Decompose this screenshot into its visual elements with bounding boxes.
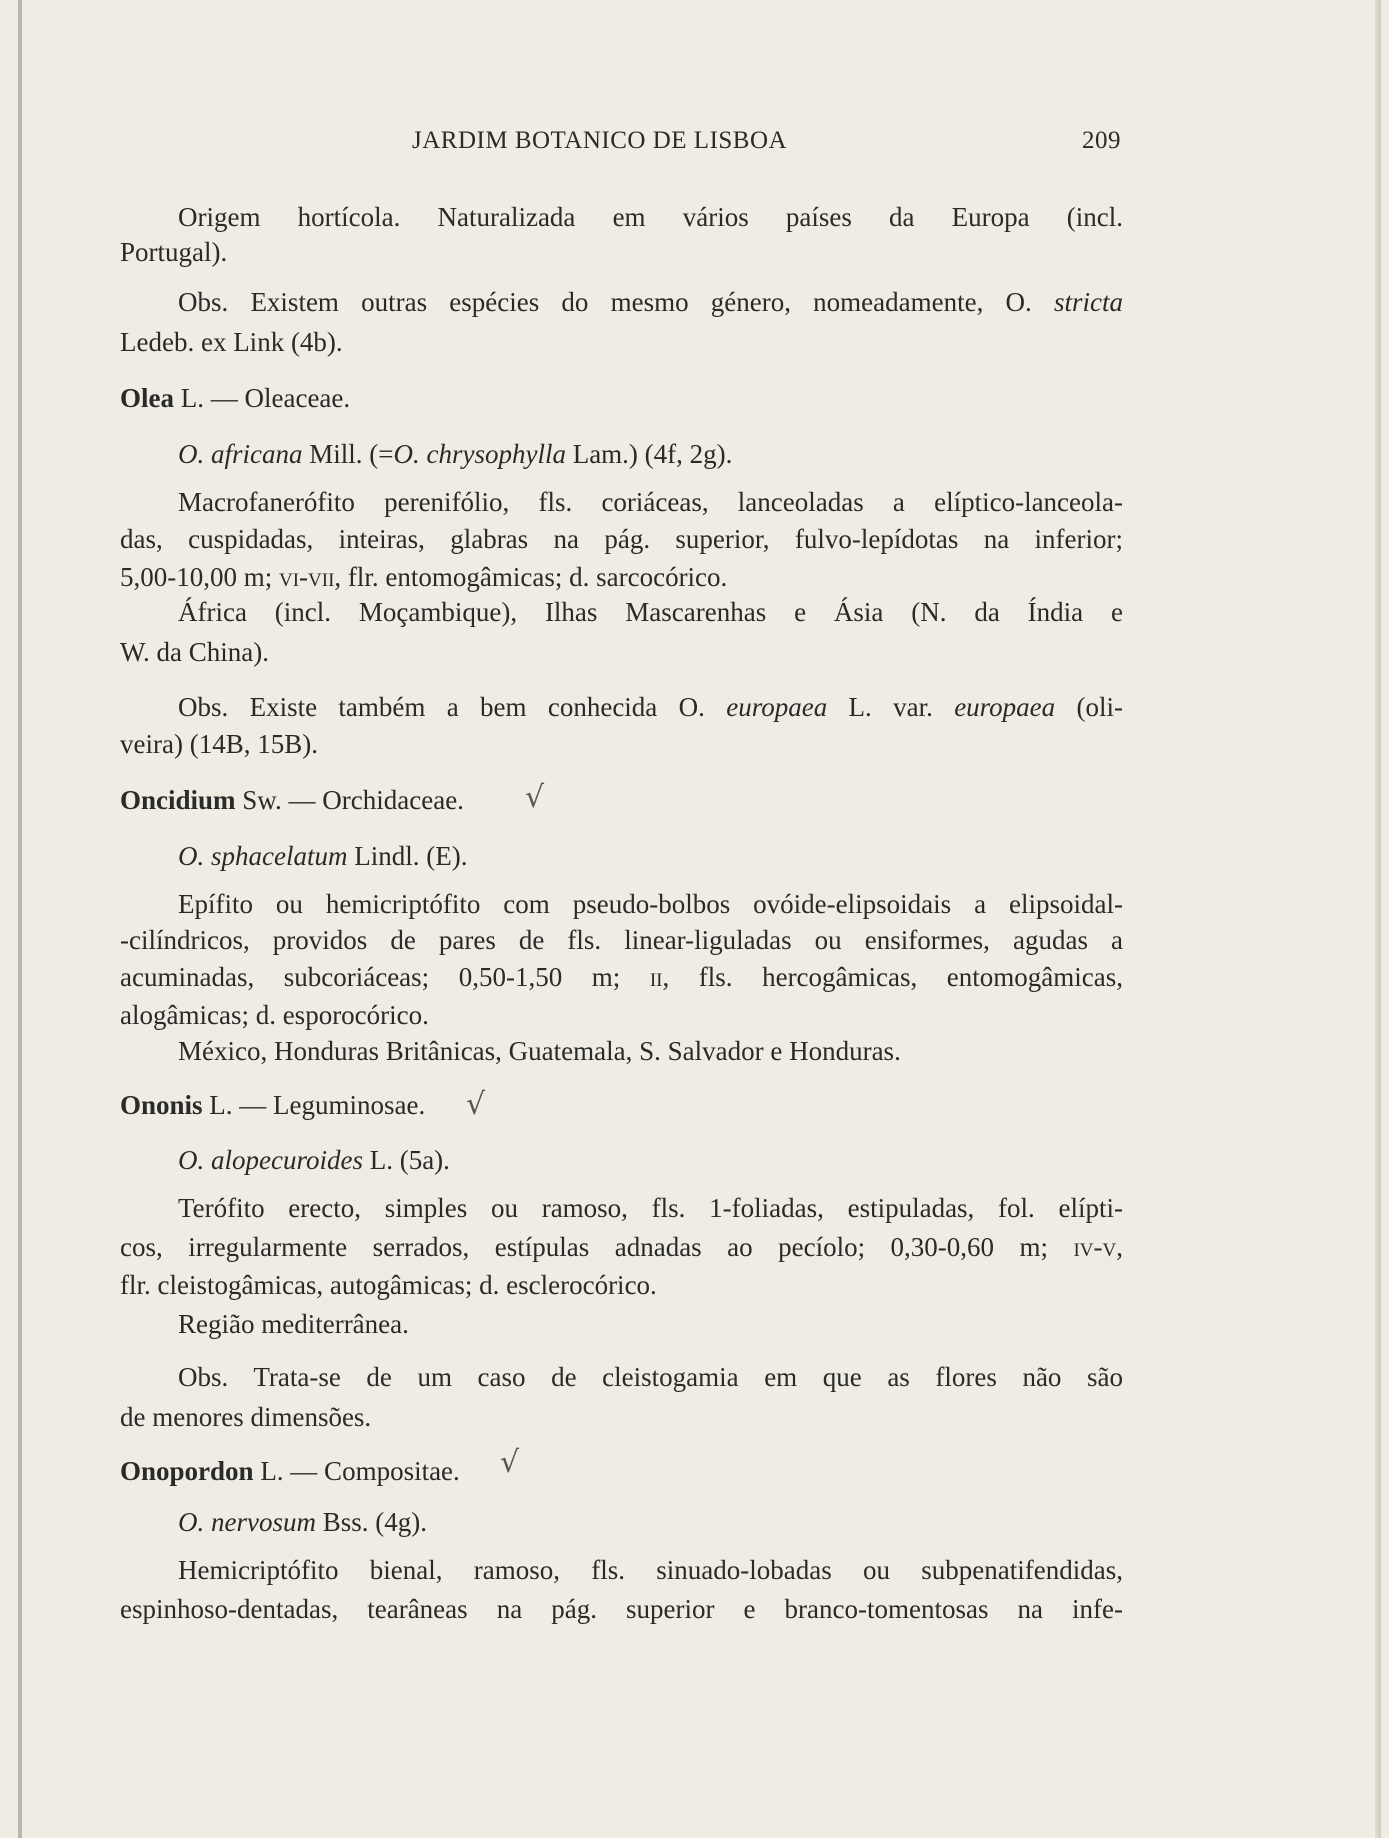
text-run: alogâmicas; d. esporocórico. <box>120 1000 429 1030</box>
text-run: (oli- <box>1055 692 1123 722</box>
text-line <box>120 727 318 761</box>
text-line <box>178 200 1123 234</box>
text-run: cos, irregularmente serrados, estípulas adnadas ao pecíolo; 0,30-0,60 m; <box>120 1232 1074 1262</box>
text-line <box>120 1088 425 1122</box>
text-run: espinhoso-dentadas, tearâneas na pág. superior e branco-tomentosas na infe- <box>120 1594 1123 1624</box>
text-line <box>120 923 1123 957</box>
text-line <box>120 960 1123 994</box>
text-run: L. — Compositae. <box>253 1456 460 1486</box>
text-run: Obs. Existem outras espécies do mesmo género, nomeadamente, O. <box>178 287 1054 317</box>
text-run: , <box>1116 1232 1123 1262</box>
text-run: , fls. hercogâmicas, entomogâmicas, <box>662 962 1123 992</box>
text-line <box>120 560 727 594</box>
text-run: Obs. Existe também a bem conhecida O. <box>178 692 727 722</box>
species-name: stricta <box>1053 287 1123 317</box>
page-edge-left <box>18 0 22 1838</box>
text-run: Portugal). <box>120 237 228 267</box>
handwritten-check-mark: √ <box>466 1087 486 1122</box>
genus-name: Ononis <box>120 1090 203 1120</box>
text-run: Bss. (4g). <box>315 1507 427 1537</box>
text-line <box>120 783 464 817</box>
running-header-title: JARDIM BOTANICO DE LISBOA <box>412 127 788 154</box>
page-edge-right <box>1375 0 1381 1838</box>
text-line <box>120 1592 1123 1626</box>
text-run: Hemicriptófito bienal, ramoso, fls. sinuado-lobadas ou subpenatifendidas, <box>178 1555 1123 1585</box>
text-run: L. (5a). <box>362 1145 450 1175</box>
text-run: Sw. — Orchidaceae. <box>235 785 464 815</box>
text-run: , flr. entomogâmicas; d. sarcocórico. <box>334 562 728 592</box>
text-run: Mill. (= <box>302 439 394 469</box>
text-line <box>120 235 227 269</box>
text-run: veira) (14B, 15B). <box>120 729 318 759</box>
species-name: europaea <box>954 692 1056 722</box>
text-line <box>120 325 343 359</box>
text-line <box>178 1360 1123 1394</box>
text-line <box>178 1505 427 1539</box>
text-line <box>178 1191 1123 1225</box>
text-line <box>120 1454 460 1488</box>
text-line <box>178 437 732 471</box>
text-run: Obs. Trata-se de um caso de cleistogamia em que as flores não são <box>178 1362 1123 1392</box>
page-number: 209 <box>1082 127 1121 154</box>
species-name: O. nervosum <box>178 1507 316 1537</box>
species-name: O. alopecuroides <box>178 1145 363 1175</box>
genus-name: Onopordon <box>120 1456 254 1486</box>
text-line <box>178 1307 409 1341</box>
text-run: das, cuspidadas, inteiras, glabras na pág. superior, fulvo-lepídotas na inferior; <box>120 524 1123 554</box>
text-line <box>120 635 269 669</box>
text-run: acuminadas, subcoriáceas; 0,50-1,50 m; <box>120 962 650 992</box>
text-run: Epífito ou hemicriptófito com pseudo-bolbos ovóide-elipsoidais a elipsoidal- <box>178 889 1123 919</box>
species-name: O. africana <box>178 439 303 469</box>
text-line <box>178 285 1123 319</box>
text-line <box>120 381 350 415</box>
text-run: L. var. <box>827 692 955 722</box>
text-run: México, Honduras Britânicas, Guatemala, S. Salvador e Honduras. <box>178 1036 901 1066</box>
text-run: de menores dimensões. <box>120 1402 372 1432</box>
text-run: Ledeb. ex Link (4b). <box>120 327 343 357</box>
species-name: O. chrysophylla <box>393 439 566 469</box>
text-run: 5,00-10,00 m; <box>120 562 279 592</box>
text-run: L. — Oleaceae. <box>174 383 351 413</box>
text-run: Macrofanerófito perenifólio, fls. coriáceas, lanceoladas a elíptico-lanceola- <box>178 487 1123 517</box>
text-line <box>178 1553 1123 1587</box>
text-line <box>178 839 467 873</box>
text-line <box>178 485 1123 519</box>
text-run: Origem hortícola. Naturalizada em vários países da Europa (incl. <box>178 202 1123 232</box>
text-line <box>120 1230 1123 1264</box>
text-line <box>178 887 1123 921</box>
text-run: Terófito erecto, simples ou ramoso, fls. 1-foliadas, estipuladas, fol. elípti- <box>178 1193 1123 1223</box>
species-name: O. sphacelatum <box>178 841 348 871</box>
flowering-months: ii <box>649 962 663 992</box>
genus-name: Olea <box>120 383 174 413</box>
text-run: Lam.) (4f, 2g). <box>565 439 733 469</box>
text-run: W. da China). <box>120 637 269 667</box>
flowering-months: vi-vii <box>279 562 335 592</box>
text-line <box>178 595 1123 629</box>
text-run: -cilíndricos, providos de pares de fls. linear-liguladas ou ensiformes, agudas a <box>120 925 1123 955</box>
text-run: África (incl. Moçambique), Ilhas Mascarenhas e Ásia (N. da Índia e <box>178 597 1123 627</box>
text-run: flr. cleistogâmicas, autogâmicas; d. esclerocórico. <box>120 1270 657 1300</box>
species-name: europaea <box>726 692 828 722</box>
text-line <box>178 1143 450 1177</box>
text-line <box>120 998 429 1032</box>
text-line <box>178 690 1123 724</box>
text-line <box>178 1034 901 1068</box>
handwritten-check-mark: √ <box>525 780 545 815</box>
text-run: Região mediterrânea. <box>178 1309 409 1339</box>
text-run: L. — Leguminosae. <box>202 1090 426 1120</box>
text-run: Lindl. (E). <box>347 841 468 871</box>
handwritten-check-mark: √ <box>500 1445 520 1480</box>
text-line <box>120 1400 371 1434</box>
flowering-months: iv-v <box>1073 1232 1117 1262</box>
text-line <box>120 1268 657 1302</box>
genus-name: Oncidium <box>120 785 236 815</box>
text-line <box>120 522 1123 556</box>
